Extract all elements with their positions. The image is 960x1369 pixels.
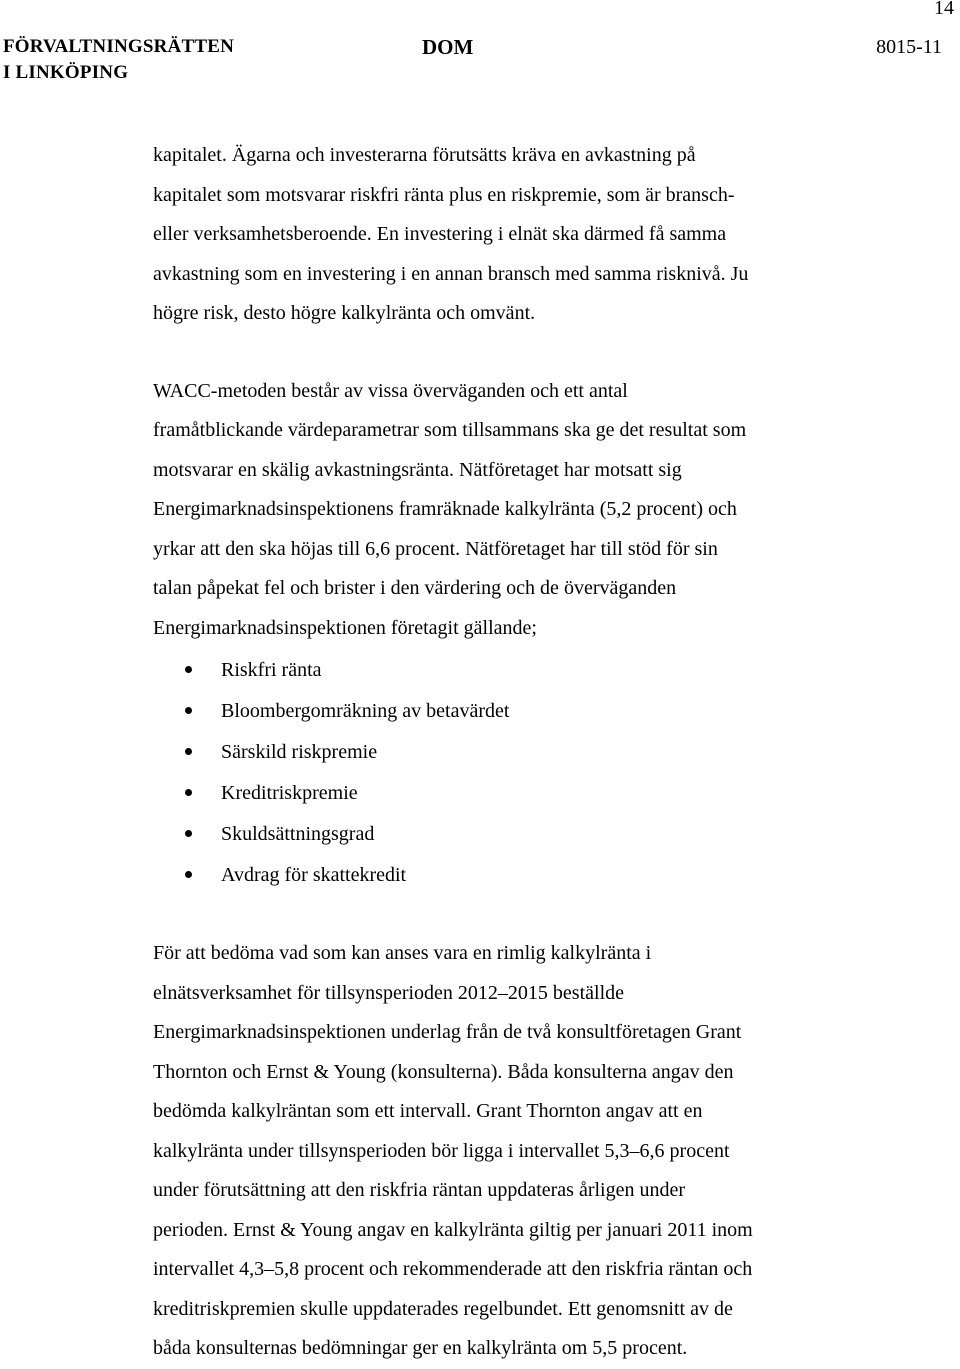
page-number: 14 xyxy=(934,0,954,19)
text-line: perioden. Ernst & Young angav en kalkylränta giltig per januari 2011 inom xyxy=(153,1218,753,1241)
list-item xyxy=(153,855,853,896)
text-line: motsvarar en skälig avkastningsränta. Nätföretaget har motsatt sig xyxy=(153,458,682,481)
list-item xyxy=(153,732,853,773)
text-line: kapitalet som motsvarar riskfri ränta plus en riskpremie, som är bransch- xyxy=(153,183,735,206)
list-item-text: Skuldsättningsgrad xyxy=(221,823,375,845)
text-line: båda konsulternas bedömningar ger en kalkylränta om 5,5 procent. xyxy=(153,1337,688,1359)
text-line: Energimarknadsinspektionen underlag från de två konsultföretagen Grant xyxy=(153,1021,742,1043)
list-item-text: Särskild riskpremie xyxy=(221,741,378,763)
text-line: högre risk, desto högre kalkylränta och omvänt. xyxy=(153,302,536,324)
text-line: intervallet 4,3–5,8 procent och rekommenderade att den riskfria räntan och xyxy=(153,1258,753,1280)
list-item-text: Kreditriskpremie xyxy=(221,782,358,804)
bullet-icon xyxy=(185,707,192,714)
text-line: talan påpekat fel och brister i den värdering och de överväganden xyxy=(153,577,677,599)
text-line: kalkylränta under tillsynsperioden bör ligga i intervallet 5,3–6,6 procent xyxy=(153,1139,730,1162)
bullet-icon xyxy=(185,666,192,673)
court-name xyxy=(3,34,234,86)
bullet-list xyxy=(153,650,853,896)
text-line: bedömda kalkylräntan som ett intervall. Grant Thornton angav att en xyxy=(153,1100,703,1122)
bullet-icon xyxy=(185,871,192,878)
text-line: Thornton och Ernst & Young (konsulterna). Båda konsulterna angav den xyxy=(153,1060,734,1083)
document-type: DOM xyxy=(422,35,474,59)
document-body xyxy=(153,136,853,1369)
text-line: kapitalet. Ägarna och investerarna förutsätts kräva en avkastning på xyxy=(153,144,696,166)
paragraph-1 xyxy=(153,136,853,334)
list-item-text: Riskfri ränta xyxy=(221,659,322,681)
bullet-icon xyxy=(185,748,192,755)
text-line: elnätsverksamhet för tillsynsperioden 2012–2015 beställde xyxy=(153,981,625,1004)
list-item-text: Bloombergomräkning av betavärdet xyxy=(221,700,510,722)
list-item xyxy=(153,650,853,691)
text-line: Energimarknadsinspektionen företagit gällande; xyxy=(153,616,537,639)
text-line: eller verksamhetsberoende. En investering i elnät ska därmed få samma xyxy=(153,223,727,245)
text-line: under förutsättning att den riskfria räntan uppdateras årligen under xyxy=(153,1179,686,1201)
text-line: Energimarknadsinspektionens framräknade kalkylränta (5,2 procent) och xyxy=(153,498,737,520)
text-line: För att bedöma vad som kan anses vara en rimlig kalkylränta i xyxy=(153,942,652,964)
list-item xyxy=(153,814,853,855)
paragraph-3 xyxy=(153,934,853,1369)
case-number: 8015-11 xyxy=(876,36,942,58)
court-name-line1: FÖRVALTNINGSRÄTTEN xyxy=(3,36,234,57)
court-name-line2: I LINKÖPING xyxy=(3,62,129,83)
list-item xyxy=(153,691,853,732)
list-item-text: Avdrag för skattekredit xyxy=(221,864,407,886)
text-line: WACC-metoden består av vissa överväganden och ett antal xyxy=(153,379,628,402)
list-item xyxy=(153,773,853,814)
bullet-icon xyxy=(185,830,192,837)
bullet-icon xyxy=(185,789,192,796)
text-line: kreditriskpremien skulle uppdaterades regelbundet. Ett genomsnitt av de xyxy=(153,1297,733,1320)
paragraph-2 xyxy=(153,372,853,649)
text-line: avkastning som en investering i en annan bransch med samma risknivå. Ju xyxy=(153,262,749,285)
text-line: framåtblickande värdeparametrar som tillsammans ska ge det resultat som xyxy=(153,419,747,441)
text-line: yrkar att den ska höjas till 6,6 procent. Nätföretaget har till stöd för sin xyxy=(153,537,718,560)
